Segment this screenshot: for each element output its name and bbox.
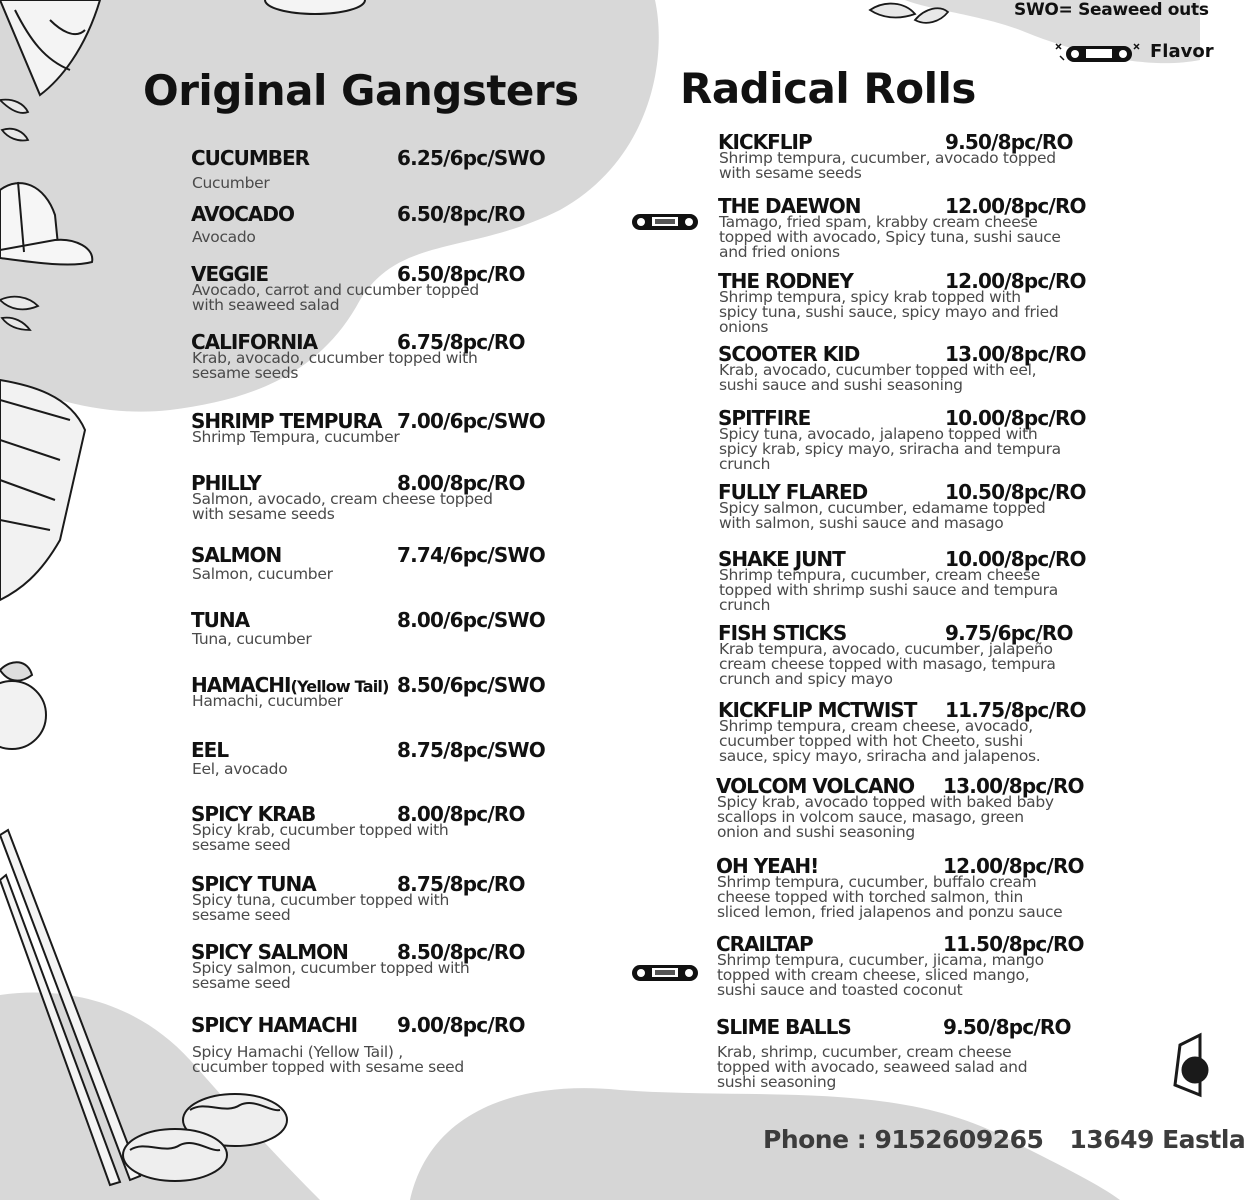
item-description-line: Shrimp tempura, cucumber, buffalo cream — [717, 873, 1037, 891]
flavor-legend — [1050, 38, 1214, 66]
item-price: 8.00/8pc/RO — [397, 802, 525, 826]
item-description-line: spicy krab, spicy mayo, sriracha and tempura — [719, 440, 1061, 458]
item-description — [719, 151, 1056, 181]
flavor-legend-label: Flavor — [1150, 41, 1214, 62]
item-price: 9.50/8pc/RO — [945, 130, 1073, 154]
item-description — [192, 1045, 464, 1075]
item-description-line: and fried onions — [719, 243, 840, 261]
item-description-line: sesame seeds — [192, 364, 299, 382]
item-price: 11.75/8pc/RO — [945, 698, 1086, 722]
item-name-main: HAMACHI — [191, 673, 291, 697]
item-description-line: Spicy krab, cucumber topped with — [192, 821, 449, 839]
item-description-line: with sesame seeds — [719, 164, 862, 182]
item-description-line: Cucumber — [192, 174, 270, 192]
item-price: 8.00/6pc/SWO — [397, 608, 545, 632]
item-name-note: (Yellow Tail) — [290, 677, 389, 696]
item-description — [192, 567, 333, 582]
item-description-line: with sesame seeds — [192, 505, 335, 523]
item-description — [192, 492, 493, 522]
item-description-line: onion and sushi seasoning — [717, 823, 915, 841]
item-name: THE RODNEY — [718, 269, 853, 293]
item-name: VEGGIE — [191, 262, 269, 286]
item-description-line: spicy tuna, sushi sauce, spicy mayo and fried — [719, 303, 1059, 321]
item-price: 13.00/8pc/RO — [943, 774, 1084, 798]
item-description-line: Shrimp tempura, cream cheese, avocado, — [719, 717, 1033, 735]
item-description-line: Salmon, cucumber — [192, 565, 333, 583]
item-description-line: sesame seed — [192, 906, 291, 924]
item-name: SPITFIRE — [718, 406, 811, 430]
item-description — [717, 1045, 1027, 1090]
item-description-line: cucumber topped with hot Cheeto, sushi — [719, 732, 1023, 750]
item-description — [192, 961, 469, 991]
item-description-line: Shrimp Tempura, cucumber — [192, 428, 400, 446]
item-name: FISH STICKS — [718, 621, 847, 645]
item-description-line: sushi sauce and sushi seasoning — [719, 376, 963, 394]
item-description — [192, 176, 269, 191]
seaweed-outside-note: SWO= Seaweed outs — [1014, 0, 1209, 20]
item-description-line: Salmon, avocado, cream cheese topped — [192, 490, 493, 508]
item-description — [192, 823, 448, 853]
item-description — [192, 694, 343, 709]
item-description — [719, 501, 1045, 531]
item-name: THE DAEWON — [718, 194, 861, 218]
footer-address: 13649 Eastla — [1069, 1125, 1245, 1154]
item-description-line: Tuna, cucumber — [192, 630, 312, 648]
item-name: SPICY SALMON — [191, 940, 348, 964]
item-description-line: cream cheese topped with masago, tempura — [719, 655, 1056, 673]
item-description-line: Spicy krab, avocado topped with baked baby — [717, 793, 1054, 811]
item-name: TUNA — [191, 608, 250, 632]
item-name: PHILLY — [191, 471, 261, 495]
item-description — [717, 795, 1054, 840]
item-price: 8.75/8pc/RO — [397, 872, 525, 896]
item-description — [192, 632, 311, 647]
item-name: EEL — [191, 738, 229, 762]
item-price: 8.75/8pc/SWO — [397, 738, 545, 762]
item-price: 8.50/6pc/SWO — [397, 673, 545, 697]
item-description-line: sushi sauce and toasted coconut — [717, 981, 963, 999]
item-description-line: Krab tempura, avocado, cucumber, jalapeño — [719, 640, 1053, 658]
item-description-line: crunch — [719, 596, 771, 614]
item-name: SHAKE JUNT — [718, 547, 845, 571]
item-name: CALIFORNIA — [191, 330, 318, 354]
item-description-line: Eel, avocado — [192, 760, 288, 778]
item-price: 10.50/8pc/RO — [945, 480, 1086, 504]
item-name: FULLY FLARED — [718, 480, 868, 504]
item-price: 7.00/6pc/SWO — [397, 409, 545, 433]
item-price: 10.00/8pc/RO — [945, 406, 1086, 430]
item-description-line: with salmon, sushi sauce and masago — [719, 514, 1004, 532]
item-description-line: Avocado — [192, 228, 256, 246]
item-description-line: topped with avocado, seaweed salad and — [717, 1058, 1028, 1076]
item-description — [719, 363, 1036, 393]
item-description-line: cheese topped with torched salmon, thin — [717, 888, 1024, 906]
flavor-skateboard-icon — [630, 960, 700, 986]
item-description — [192, 762, 287, 777]
item-description — [719, 642, 1056, 687]
item-price: 12.00/8pc/RO — [943, 854, 1084, 878]
item-name: CUCUMBER — [191, 146, 310, 170]
item-description-line: crunch and spicy mayo — [719, 670, 893, 688]
radical-rolls-title: Radical Rolls — [680, 64, 976, 113]
item-name: VOLCOM VOLCANO — [716, 774, 915, 798]
item-description-line: sesame seed — [192, 836, 291, 854]
item-description — [192, 430, 399, 445]
item-name: SHRIMP TEMPURA — [191, 409, 382, 433]
item-description — [717, 875, 1062, 920]
item-description-line: Hamachi, cucumber — [192, 692, 343, 710]
item-description-line: sesame seed — [192, 974, 291, 992]
sushi-sketch — [0, 662, 46, 749]
item-description-line: with seaweed salad — [192, 296, 340, 314]
item-description-line: Krab, avocado, cucumber topped with — [192, 349, 478, 367]
item-name: SPICY TUNA — [191, 872, 316, 896]
footer-phone[interactable]: Phone : 9152609265 — [763, 1125, 1044, 1154]
item-description-line: topped with shrimp sushi sauce and tempura — [719, 581, 1058, 599]
item-description-line: crunch — [719, 455, 771, 473]
item-description-line: Shrimp tempura, cucumber, avocado topped — [719, 149, 1056, 167]
item-description-line: topped with avocado, Spicy tuna, sushi sauce — [719, 228, 1061, 246]
item-description-line: sliced lemon, fried jalapenos and ponzu sauce — [717, 903, 1063, 921]
item-price: 6.75/8pc/RO — [397, 330, 525, 354]
item-description — [192, 351, 477, 381]
item-price: 6.25/6pc/SWO — [397, 146, 545, 170]
skateboard-legend-icon — [1050, 38, 1146, 66]
item-price: 8.50/8pc/RO — [397, 940, 525, 964]
item-description-line: Shrimp tempura, spicy krab topped with — [719, 288, 1021, 306]
item-price: 9.50/8pc/RO — [943, 1015, 1071, 1039]
item-description-line: Shrimp tempura, cucumber, jicama, mango — [717, 951, 1044, 969]
item-name: SPICY KRAB — [191, 802, 316, 826]
item-description-line: Spicy salmon, cucumber topped with — [192, 959, 470, 977]
item-price: 9.00/8pc/RO — [397, 1013, 525, 1037]
item-description-line: Krab, avocado, cucumber topped with eel, — [719, 361, 1037, 379]
footer — [763, 1125, 1245, 1154]
logo-partial — [1175, 1035, 1207, 1095]
item-name: KICKFLIP — [718, 130, 812, 154]
item-price: 6.50/8pc/RO — [397, 262, 525, 286]
item-name: KICKFLIP MCTWIST — [718, 698, 917, 722]
item-description-line: sauce, spicy mayo, sriracha and jalapenos. — [719, 747, 1041, 765]
item-price: 12.00/8pc/RO — [945, 269, 1086, 293]
item-description-line: Tamago, fried spam, krabby cream cheese — [719, 213, 1038, 231]
item-description — [719, 290, 1058, 335]
item-price: 10.00/8pc/RO — [945, 547, 1086, 571]
item-name: OH YEAH! — [716, 854, 819, 878]
item-price: 11.50/8pc/RO — [943, 932, 1084, 956]
item-name: SCOOTER KID — [718, 342, 860, 366]
item-name: AVOCADO — [191, 202, 295, 226]
item-description — [719, 568, 1058, 613]
item-description-line: Spicy Hamachi (Yellow Tail) , — [192, 1043, 403, 1061]
item-description-line: scallops in volcom sauce, masago, green — [717, 808, 1024, 826]
item-description — [719, 215, 1061, 260]
item-description-line: sushi seasoning — [717, 1073, 836, 1091]
item-description-line: Krab, shrimp, cucumber, cream cheese — [717, 1043, 1012, 1061]
item-description — [192, 893, 449, 923]
item-description-line: Spicy salmon, cucumber, edamame topped — [719, 499, 1046, 517]
item-description-line: Spicy tuna, cucumber topped with — [192, 891, 449, 909]
item-price: 7.74/6pc/SWO — [397, 543, 545, 567]
flavor-skateboard-icon — [630, 209, 700, 235]
item-description — [719, 427, 1061, 472]
item-price: 12.00/8pc/RO — [945, 194, 1086, 218]
skateboard-sketch — [0, 380, 85, 600]
item-price: 13.00/8pc/RO — [945, 342, 1086, 366]
item-name: SLIME BALLS — [716, 1015, 851, 1039]
item-price: 9.75/6pc/RO — [945, 621, 1073, 645]
item-description-line: Avocado, carrot and cucumber topped — [192, 281, 479, 299]
item-description-line: Spicy tuna, avocado, jalapeno topped with — [719, 425, 1038, 443]
item-description — [719, 719, 1040, 764]
item-description — [192, 230, 256, 245]
item-name: SPICY HAMACHI — [191, 1013, 358, 1037]
item-price: 8.00/8pc/RO — [397, 471, 525, 495]
item-description — [717, 953, 1044, 998]
item-description-line: onions — [719, 318, 769, 336]
item-description-line: cucumber topped with sesame seed — [192, 1058, 464, 1076]
item-description — [192, 283, 479, 313]
item-name: SALMON — [191, 543, 282, 567]
original-gangsters-title: Original Gangsters — [143, 66, 579, 115]
item-description-line: Shrimp tempura, cucumber, cream cheese — [719, 566, 1040, 584]
item-name: CRAILTAP — [716, 932, 813, 956]
item-description-line: topped with cream cheese, sliced mango, — [717, 966, 1030, 984]
item-price: 6.50/8pc/RO — [397, 202, 525, 226]
